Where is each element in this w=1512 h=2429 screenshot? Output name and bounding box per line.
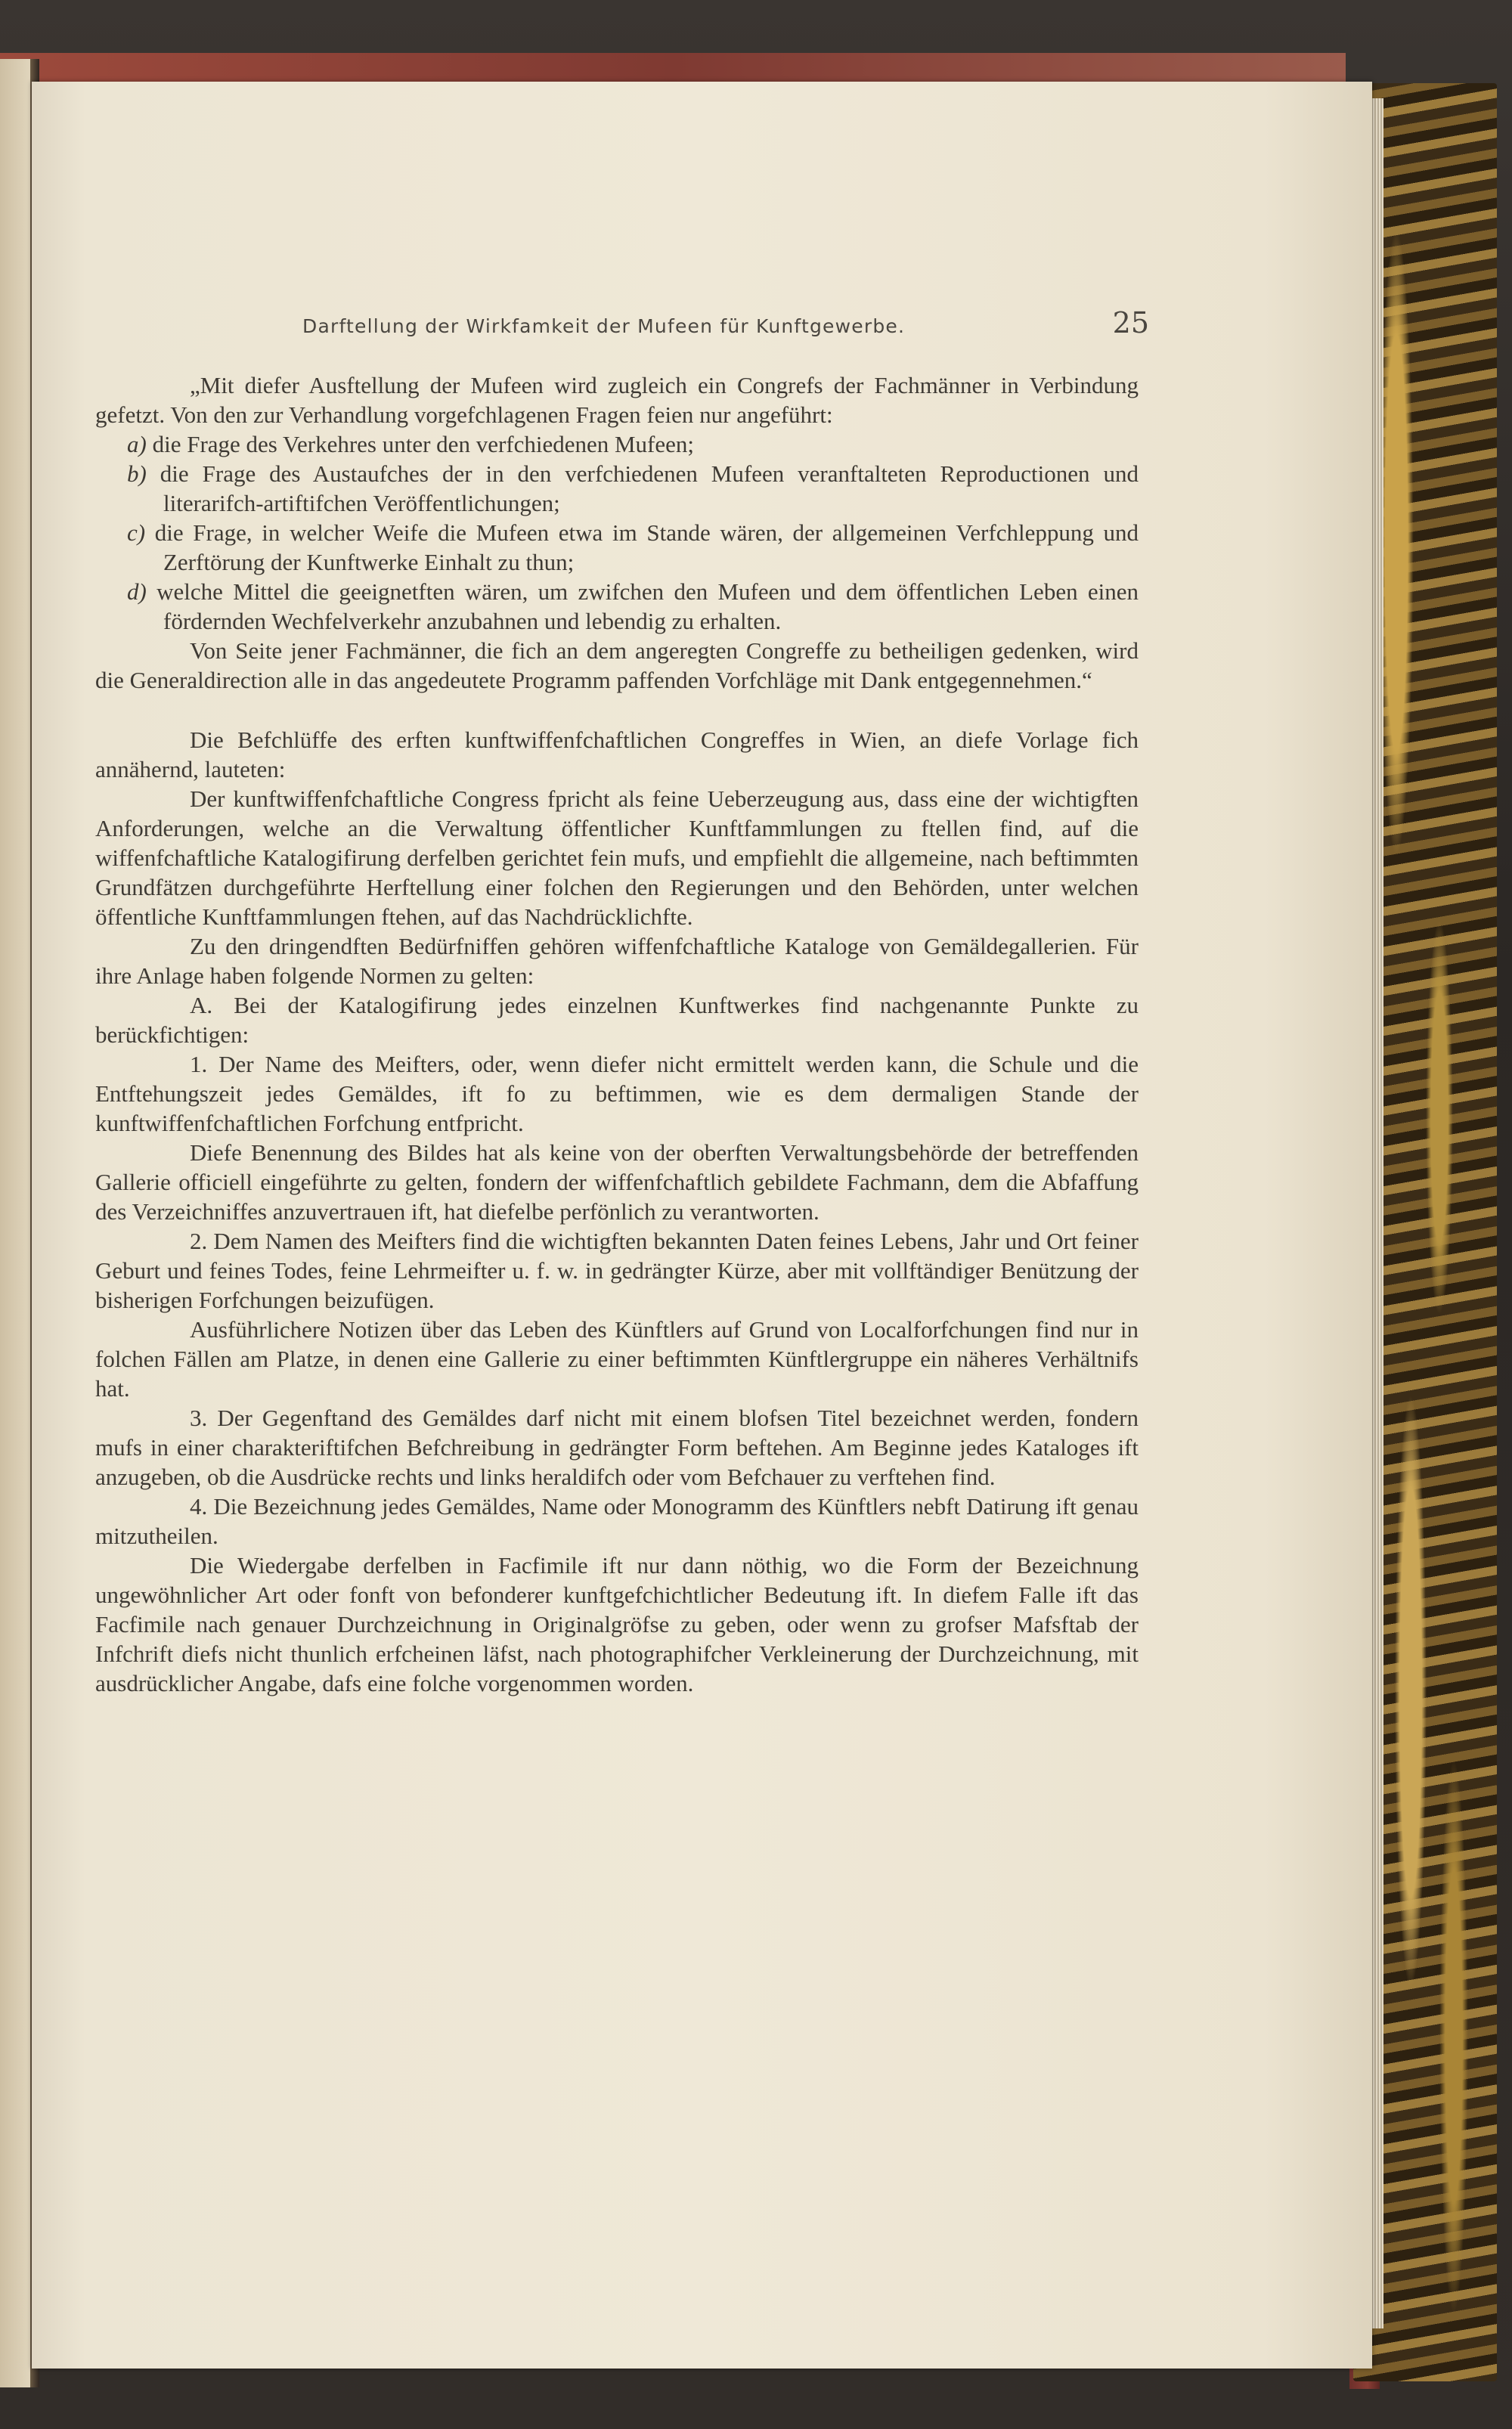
list-item [95,518,1139,577]
list-item [95,459,1139,518]
page-header [302,306,1149,352]
list-item [95,577,1139,636]
paragraph: 3. Der Gegenftand des Gemäldes darf nicht mit einem blofsen Titel bezeichnet werden, fondern mufs in einer charakteriftifchen Befchreibung in gedrängter Form beftehen. Am Beginne jedes Kataloges ift anzugeben, ob die Ausdrücke rechts und links heraldifch oder vom Befchauer zu verftehen find. [95,1405,1139,1490]
list-item-label: a) [127,431,147,457]
paragraph: Die Befchlüffe des erften kunftwiffenfchaftlichen Congreffes in Wien, an diefe Vorlage fich annähernd, lauteten: [95,727,1139,782]
paragraph: Diefe Benennung des Bildes hat als keine von der oberften Verwaltungsbehörde der betreffenden Gallerie officiell eingeführte zu gelten, fondern der wiffenfchaftlich gebildete Fachmann, dem die Abfaffung des Verzeichniffes anzuvertrauen ift, hat diefelbe perfönlich zu verantworten. [95,1139,1139,1225]
paragraph: A. Bei der Katalogifirung jedes einzelnen Kunftwerkes find nachgenannte Punkte zu berückfichtigen: [95,992,1139,1048]
paragraph: Von Seite jener Fachmänner, die fich an dem angeregten Congreffe zu betheiligen gedenken, wird die Generaldirection alle in das angedeutete Programm paffenden Vorfchläge mit Dank entgegennehmen.“ [95,637,1139,693]
running-head: Darftellung der Wirkfamkeit der Mufeen für Kunftgewerbe. [302,315,906,337]
list-item [95,429,1139,459]
list-item-text: welche Mittel die geeignetften wären, um zwifchen den Mufeen und dem öffentlichen Leben einen fördernden Wechfelverkehr anzubahnen und lebendig zu erhalten. [156,578,1139,634]
list-item-label: d) [127,578,147,605]
book-spine-strip [0,53,1346,83]
page-number: 25 [1112,306,1149,339]
list-item-text: die Frage des Austaufches der in den verfchiedenen Mufeen veranftalteten Reproductionen und literarifch-artiftifchen Veröffentlichungen; [160,460,1139,516]
list-item-text: die Frage, in welcher Weife die Mufeen etwa im Stande wären, der allgemeinen Verfchleppung und Zerftörung der Kunftwerke Einhalt zu thun; [154,519,1139,575]
paragraph: Ausführlichere Notizen über das Leben des Künftlers auf Grund von Localforfchungen find nur in folchen Fällen am Platze, in denen eine Gallerie zu einer beftimmten Künftlergruppe ein näheres Verhältnifs hat. [95,1316,1139,1402]
paragraph: Der kunftwiffenfchaftliche Congress fpricht als feine Ueberzeugung aus, dass eine der wichtigften Anforderungen, welche an die Verwaltung öffentlicher Kunftfammlungen zu ftellen find, auf die wiffenfchaftliche Katalogifirung derfelben gerichtet fein mufs, und empfiehlt die allgemeine, nach beftimmten Grundfätzen durchgeführte Herftellung einer folchen den Regierungen und den Behörden, unter welchen öffentliche Kunftfammlungen ftehen, auf das Nachdrücklichfte. [95,785,1139,930]
list-item-text: die Frage des Verkehres unter den verfchiedenen Mufeen; [152,431,695,457]
paragraph: Zu den dringendften Bedürfniffen gehören wiffenfchaftliche Kataloge von Gemäldegallerien. Für ihre Anlage haben folgende Normen zu gelten: [95,933,1139,989]
paragraph: 1. Der Name des Meifters, oder, wenn diefer nicht ermittelt werden kann, die Schule und die Entftehungszeit jedes Gemäldes, ift fo zu beftimmen, wie es dem dermaligen Stande der kunftwiffenfchaftlichen Forfchung entfpricht. [95,1051,1139,1136]
paragraph-gap [95,695,1139,725]
paragraph: Die Wiedergabe derfelben in Facfimile ift nur dann nöthig, wo die Form der Bezeichnung ungewöhnlicher Art oder fonft von befonderer kunftgefchichtlicher Bedeutung ift. In diefem Falle ift das Facfimile nach genauer Durchzeichnung in Originalgröfse zu geben, oder wenn zu grofser Mafsftab der Infchrift diefs nicht thunlich erfcheinen läfst, nach photographifcher Verkleinerung der Durchzeichnung, mit ausdrücklicher Angabe, dafs eine folche vorgenommen worden. [95,1552,1139,1696]
body-text [95,370,1139,1698]
left-page-edge [0,59,34,2387]
paragraph: „Mit diefer Ausftellung der Mufeen wird zugleich ein Congrefs der Fachmänner in Verbindung gefetzt. Von den zur Verhandlung vorgefchlagenen Fragen feien nur angeführt: [95,372,1139,428]
list-item-label: c) [127,519,146,546]
list-item-label: b) [127,460,147,487]
paragraph: 4. Die Bezeichnung jedes Gemäldes, Name oder Monogramm des Künftlers nebft Datirung ift genau mitzutheilen. [95,1493,1139,1549]
paragraph: 2. Dem Namen des Meifters find die wichtigften bekannten Daten feines Lebens, Jahr und Ort feiner Geburt und feines Todes, feine Lehrmeifter u. f. w. in gedrängter Kürze, aber mit vollftändiger Benützung der bisherigen Forfchungen beizufügen. [95,1228,1139,1313]
